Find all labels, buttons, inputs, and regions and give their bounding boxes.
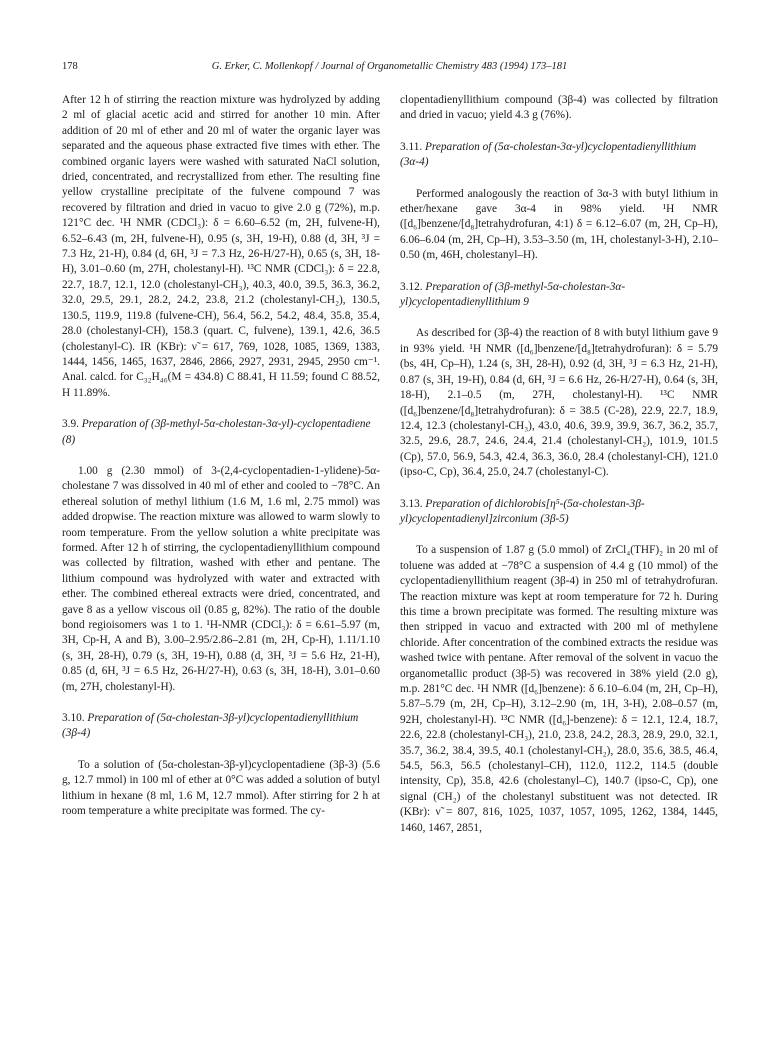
section-title: Preparation of (5α-cholestan-3α-yl)cyclopentadienyllithium (3α-4) [400, 140, 697, 169]
body-paragraph: To a suspension of 1.87 g (5.0 mmol) of ZrCl₄(THF)₂ in 20 ml of toluene was added at −78°C a suspension of 4.4 g (10 mmol) of the cyclopentadienyllithium reagent (3β-4) in 250 ml of tetrahydrofuran. The reaction mixture was kept at room temperature for 72 h. During this time a brown precipitate was formed. The resulting mixture was then stripped in vacuo and extracted with 200 ml of methylene chloride. After concentration of the combined extracts the residue was washed twice with pentane. After removal of the solvent in vacuo the organometallic product (3β-5) was recovered in 38% yield (2.0 g), m.p. 281°C dec. ¹H NMR ([d₆]benzene): δ 6.10–6.04 (m, 2H, Cp–H), 5.87–5.79 (m, 2H, Cp–H), 3.12–2.90 (m, 1H, 3-H), 2.08–0.57 (m, 92H, cholestanyl-H). ¹³C NMR ([d₆]-benzene): δ = 12.1, 12.4, 18.7, 22.6, 22.8 (cholestanyl-CH₃), 21.0, 23.8, 24.2, 28.3, 28.9, 29.0, 32.1, 35.7, 36.2, 38.4, 39.5, 40.1 (cholestanyl-CH₂), 28.0, 35.6, 38.5, 46.4, 54.5, 56.3, 56.5 (cholestanyl–CH), 112.0, 112.2, 114.5 (double intensity, Cp), 35.8, 42.6 (cholestanyl–C), 140.7 (ipso-C, Cp), one signal (CH₂) of the cholestanyl substituent was not detected. IR (KBr): ν̃ = 807, 816, 1025, 1037, 1057, 1095, 1262, 1384, 1445, 1460, 1467, 2851, [400, 544, 718, 834]
body-paragraph: clopentadienyllithium compound (3β-4) was collected by filtration and dried in vacuo; yield 4.3 g (76%). [400, 94, 718, 122]
section-title: Preparation of dichlorobis[η⁵-(5α-cholestan-3β-yl)cyclopentadienyl]zirconium (3β-5) [400, 497, 645, 525]
section-number: 3.13. [400, 497, 423, 510]
section-heading [400, 140, 718, 171]
body-paragraph: 1.00 g (2.30 mmol) of 3-(2,4-cyclopentadien-1-ylidene)-5α-cholestane 7 was dissolved in 40 ml of ether and cooled to −78°C. An ethereal solution of methyl lithium (1.6 M, 1.6 ml, 2.75 mmol) was added dropwise. The reaction mixture was allowed to warm slowly to room temperature. From the yellow solution a white precipitate was formed. After 12 h of stirring, the cyclopentadienyllithium compound was collected by filtration, washed with ether and pentane. The lithium compound was hydrolyzed with water and extracted with ether. The combined ethereal extracts were dried, concentrated, and gave 8 as a yellow viscous oil (0.85 g, 82%). The ratio of the double bond regioisomers was 1 to 1. ¹H-NMR (CDCl₃): δ = 6.61–5.97 (m, 3H, Cp-H, A and B), 3.00–2.95/2.86–2.81 (m, 2H, Cp-H), 1.11/1.10 (s, 3H, 28-H), 0.79 (s, 3H, 19-H), 0.88 (d, 3H, ³J = 5.6 Hz, 21-H), 0.85 (d, 6H, ³J = 6.5 Hz, 26-H/27-H), 0.63 (s, 3H, 18-H), 3.01–0.60 (m, 27H, cholestanyl-H). [62, 464, 380, 693]
section-title: Preparation of (3β-methyl-5α-cholestan-3α-yl)cyclopentadienyllithium 9 [400, 280, 626, 309]
page-header [62, 58, 717, 76]
section-number: 3.9. [62, 418, 79, 431]
body-paragraph: Performed analogously the reaction of 3α-3 with butyl lithium in ether/hexane gave 3α-4 in 98% yield. ¹H NMR ([d₆]benzene/[d₈]tetrahydrofuran, 4:1) δ = 6.12–6.07 (m, 2H, Cp–H), 6.06–6.04 (m, 2H, Cp–H), 3.53–3.50 (m, 1H, cholestanyl-3-H), 2.10–0.50 (m, 46H, cholestanyl–H). [400, 187, 718, 262]
section-heading [400, 497, 718, 528]
section-heading [62, 711, 380, 742]
section-number: 3.11. [400, 140, 423, 153]
section-heading [62, 417, 380, 448]
page-number: 178 [62, 61, 78, 72]
left-column [62, 93, 380, 819]
section-title: Preparation of (5α-cholestan-3β-yl)cyclopentadienyllithium (3β-4) [62, 712, 359, 740]
section-number: 3.12. [400, 280, 423, 293]
right-column [400, 93, 718, 836]
section-number: 3.10. [62, 712, 85, 725]
body-paragraph: After 12 h of stirring the reaction mixture was hydrolyzed by adding 2 ml of glacial acetic acid and stirred for another 10 min. After addition of 20 ml of ether and 20 ml of water the organic layer was separated and the aqueous phase extracted five times with ether. The combined organic layers were washed with saturated NaCl solution, dried, concentrated, and recrystallized from ether. The resulting fine yellow crystalline precipitate of the fulvene compound 7 was recovered by filtration and dried in vacuo to give 2.0 g (72%), m.p. 121°C dec. ¹H NMR (CDCl₃): δ = 6.60–6.52 (m, 2H, fulvene-H), 6.52–6.43 (m, 2H, fulvene-H), 0.95 (s, 3H, 19-H), 0.88 (d, 3H, ³J = 7.3 Hz, 21-H), 0.84 (d, 6H, ³J = 7.3 Hz, 26-H/27-H), 0.65 (s, 3H, 18-H), 3.01–0.60 (m, 27H, cholestanyl-H). ¹³C NMR (CDCl₃): δ = 22.8, 22.7, 18.7, 12.1, 12.0 (cholestanyl-CH₃), 40.3, 40.0, 39.5, 36.3, 36.2, 32.0, 29.5, 29.1, 28.2, 24.2, 23.8, 21.2 (cholestanyl-CH₂), 130.5, 130.5, 119.9, 119.8 (fulvene-CH), 56.4, 56.2, 54.2, 48.4, 35.8, 35.4, 28.0 (cholestanyl-CH), 158.3 (quart. C, fulvene), 139.1, 42.6, 36.5 (cholestanyl-C). IR (KBr): ν̃ = 617, 769, 1028, 1085, 1369, 1383, 1444, 1456, 1465, 1637, 2846, 2866, 2927, 2931, 2945, 2950 cm⁻¹. Anal. calcd. for C₃₂H₄₆(M = 434.8) C 88.41, H 11.59; found C 88.52, H 11.89%. [62, 94, 380, 399]
section-title: Preparation of (3β-methyl-5α-cholestan-3α-yl)-cyclopentadiene (8) [62, 418, 371, 446]
body-paragraph: To a solution of (5α-cholestan-3β-yl)cyclopentadiene (3β-3) (5.6 g, 12.7 mmol) in 100 ml of ether at 0°C was added a solution of butyl lithium in hexane (8 ml, 1.6 M, 12.7 mmol). After stirring for 2 h at room temperature a white precipitate was formed. The cy- [62, 758, 380, 818]
body-paragraph: As described for (3β-4) the reaction of 8 with butyl lithium gave 9 in 93% yield. ¹H NMR ([d₆]benzene/[d₈]tetrahydrofuran): δ = 5.79 (bs, 4H, Cp–H), 1.24 (s, 3H, 28-H), 0.92 (d, 3H, ³J = 6.3 Hz, 21-H), 0.87 (s, 3H, 19-H), 0.84 (d, 6H, ³J = 6.6 Hz, 26-H/27-H), 0.64 (s, 3H, 18-H), 2.1–0.5 (m, 27H, cholestanyl-H). ¹³C NMR ([d₆]benzene/[d₈]tetrahydrofuran): δ = 38.5 (C-28), 22.9, 22.7, 18.9, 12.4, 12.3 (cholestanyl-CH₃), 43.0, 40.6, 39.9, 39.9, 36.7, 36.2, 35.7, 32.5, 29.6, 28.7, 24.6, 24.4, 21.4 (cholestanyl-CH₂), 101.9, 101.5 (Cp), 57.0, 56.9, 54.3, 42.4, 36.3, 36.0, 28.4 (cholestanyl-CH), 121.0 (ipso-C, Cp), 36.4, 25.0, 24.7 (cholestanyl-C). [400, 327, 718, 479]
running-title: G. Erker, C. Mollenkopf / Journal of Organometallic Chemistry 483 (1994) 173–181 [211, 61, 568, 72]
section-heading [400, 280, 718, 311]
